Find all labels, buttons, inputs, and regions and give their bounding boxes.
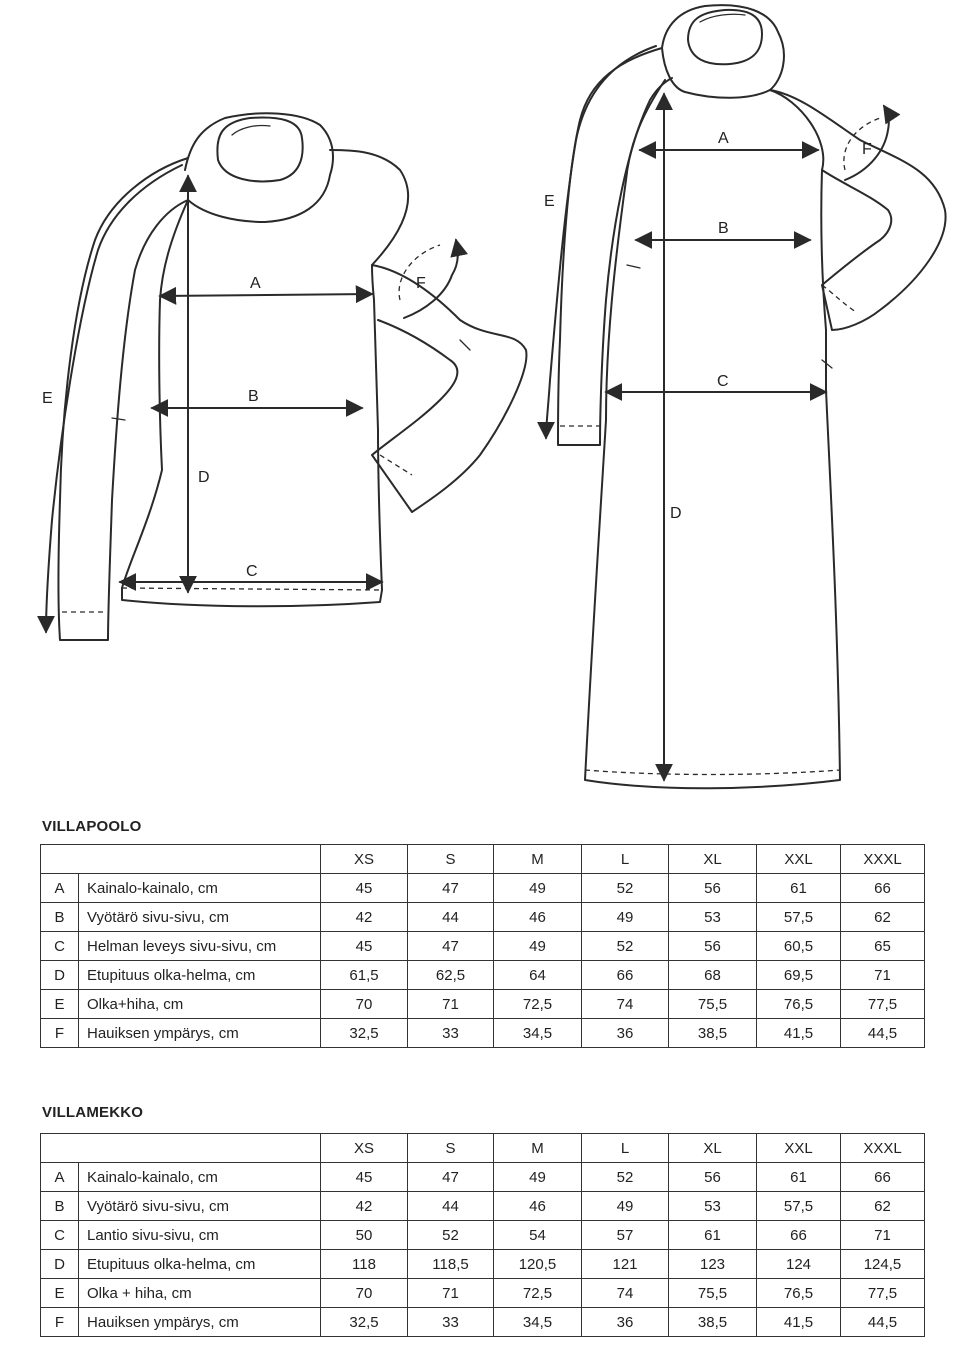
size-value-cell: 66 bbox=[841, 874, 925, 903]
size-value-cell: 66 bbox=[757, 1221, 841, 1250]
size-header: L bbox=[582, 845, 669, 874]
size-value-cell: 61 bbox=[757, 874, 841, 903]
row-label: Kainalo-kainalo, cm bbox=[79, 1163, 321, 1192]
row-label: Helman leveys sivu-sivu, cm bbox=[79, 932, 321, 961]
row-label: Lantio sivu-sivu, cm bbox=[79, 1221, 321, 1250]
size-value-cell: 47 bbox=[408, 1163, 494, 1192]
size-value-cell: 56 bbox=[669, 1163, 757, 1192]
size-value-cell: 45 bbox=[321, 874, 408, 903]
size-value-cell: 61 bbox=[669, 1221, 757, 1250]
size-value-cell: 41,5 bbox=[757, 1019, 841, 1048]
size-value-cell: 49 bbox=[494, 874, 582, 903]
size-value-cell: 42 bbox=[321, 1192, 408, 1221]
size-value-cell: 68 bbox=[669, 961, 757, 990]
size-value-cell: 124 bbox=[757, 1250, 841, 1279]
size-value-cell: 34,5 bbox=[494, 1019, 582, 1048]
table-row bbox=[41, 1250, 925, 1279]
size-value-cell: 62,5 bbox=[408, 961, 494, 990]
size-value-cell: 41,5 bbox=[757, 1308, 841, 1337]
size-value-cell: 46 bbox=[494, 903, 582, 932]
size-value-cell: 62 bbox=[841, 903, 925, 932]
size-value-cell: 118,5 bbox=[408, 1250, 494, 1279]
row-letter: A bbox=[41, 1163, 79, 1192]
table-row bbox=[41, 1019, 925, 1048]
row-label: Kainalo-kainalo, cm bbox=[79, 874, 321, 903]
table-row bbox=[41, 932, 925, 961]
row-letter: E bbox=[41, 1279, 79, 1308]
size-value-cell: 53 bbox=[669, 903, 757, 932]
villapoolo-title: VILLAPOOLO bbox=[42, 818, 142, 835]
size-header: XXL bbox=[757, 845, 841, 874]
size-value-cell: 38,5 bbox=[669, 1308, 757, 1337]
size-value-cell: 65 bbox=[841, 932, 925, 961]
size-value-cell: 64 bbox=[494, 961, 582, 990]
size-value-cell: 36 bbox=[582, 1019, 669, 1048]
size-value-cell: 33 bbox=[408, 1019, 494, 1048]
size-value-cell: 46 bbox=[494, 1192, 582, 1221]
size-value-cell: 69,5 bbox=[757, 961, 841, 990]
size-value-cell: 32,5 bbox=[321, 1019, 408, 1048]
size-value-cell: 49 bbox=[582, 903, 669, 932]
size-value-cell: 52 bbox=[582, 874, 669, 903]
size-value-cell: 77,5 bbox=[841, 990, 925, 1019]
size-value-cell: 53 bbox=[669, 1192, 757, 1221]
size-value-cell: 71 bbox=[841, 1221, 925, 1250]
sweater-label-c: C bbox=[246, 563, 258, 580]
row-letter: B bbox=[41, 903, 79, 932]
sweater-label-e: E bbox=[42, 390, 53, 407]
size-value-cell: 70 bbox=[321, 1279, 408, 1308]
size-value-cell: 42 bbox=[321, 903, 408, 932]
size-value-cell: 71 bbox=[408, 1279, 494, 1308]
table-row bbox=[41, 1221, 925, 1250]
size-value-cell: 45 bbox=[321, 932, 408, 961]
size-value-cell: 66 bbox=[582, 961, 669, 990]
row-letter: B bbox=[41, 1192, 79, 1221]
size-value-cell: 50 bbox=[321, 1221, 408, 1250]
size-header: XXXL bbox=[841, 1134, 925, 1163]
size-value-cell: 66 bbox=[841, 1163, 925, 1192]
table-header-row bbox=[41, 1134, 925, 1163]
size-value-cell: 44 bbox=[408, 1192, 494, 1221]
size-header: L bbox=[582, 1134, 669, 1163]
size-header: S bbox=[408, 845, 494, 874]
row-label: Hauiksen ympärys, cm bbox=[79, 1019, 321, 1048]
row-letter: C bbox=[41, 932, 79, 961]
size-value-cell: 118 bbox=[321, 1250, 408, 1279]
sweater-label-d: D bbox=[198, 469, 210, 486]
row-label: Olka + hiha, cm bbox=[79, 1279, 321, 1308]
size-value-cell: 57,5 bbox=[757, 903, 841, 932]
size-value-cell: 45 bbox=[321, 1163, 408, 1192]
size-value-cell: 49 bbox=[494, 1163, 582, 1192]
size-value-cell: 34,5 bbox=[494, 1308, 582, 1337]
size-value-cell: 49 bbox=[582, 1192, 669, 1221]
size-header: XS bbox=[321, 1134, 408, 1163]
size-value-cell: 72,5 bbox=[494, 990, 582, 1019]
dress-label-f: F bbox=[862, 141, 872, 158]
size-value-cell: 76,5 bbox=[757, 1279, 841, 1308]
row-label: Etupituus olka-helma, cm bbox=[79, 961, 321, 990]
size-value-cell: 62 bbox=[841, 1192, 925, 1221]
dress-drawing bbox=[544, 5, 946, 788]
sweater-label-b: B bbox=[248, 388, 259, 405]
size-value-cell: 60,5 bbox=[757, 932, 841, 961]
size-value-cell: 47 bbox=[408, 932, 494, 961]
size-value-cell: 32,5 bbox=[321, 1308, 408, 1337]
row-letter: F bbox=[41, 1019, 79, 1048]
size-value-cell: 36 bbox=[582, 1308, 669, 1337]
table-header-row bbox=[41, 845, 925, 874]
table-row bbox=[41, 990, 925, 1019]
size-value-cell: 70 bbox=[321, 990, 408, 1019]
row-label: Vyötärö sivu-sivu, cm bbox=[79, 903, 321, 932]
dress-label-b: B bbox=[718, 220, 729, 237]
size-value-cell: 74 bbox=[582, 1279, 669, 1308]
size-value-cell: 61,5 bbox=[321, 961, 408, 990]
size-value-cell: 76,5 bbox=[757, 990, 841, 1019]
size-value-cell: 57 bbox=[582, 1221, 669, 1250]
villapoolo-size-table bbox=[40, 844, 925, 1048]
size-header: M bbox=[494, 1134, 582, 1163]
size-value-cell: 120,5 bbox=[494, 1250, 582, 1279]
size-header: XS bbox=[321, 845, 408, 874]
size-value-cell: 121 bbox=[582, 1250, 669, 1279]
sweater-label-a: A bbox=[250, 275, 261, 292]
size-value-cell: 71 bbox=[408, 990, 494, 1019]
size-value-cell: 38,5 bbox=[669, 1019, 757, 1048]
row-letter: D bbox=[41, 1250, 79, 1279]
size-value-cell: 77,5 bbox=[841, 1279, 925, 1308]
size-value-cell: 47 bbox=[408, 874, 494, 903]
size-value-cell: 52 bbox=[582, 1163, 669, 1192]
size-value-cell: 33 bbox=[408, 1308, 494, 1337]
size-value-cell: 52 bbox=[582, 932, 669, 961]
dress-label-a: A bbox=[718, 130, 729, 147]
table-row bbox=[41, 1163, 925, 1192]
size-value-cell: 71 bbox=[841, 961, 925, 990]
size-value-cell: 44 bbox=[408, 903, 494, 932]
size-value-cell: 61 bbox=[757, 1163, 841, 1192]
size-value-cell: 75,5 bbox=[669, 1279, 757, 1308]
villamekko-size-table bbox=[40, 1133, 925, 1337]
size-value-cell: 44,5 bbox=[841, 1308, 925, 1337]
size-header: S bbox=[408, 1134, 494, 1163]
size-header: XXXL bbox=[841, 845, 925, 874]
dress-label-d: D bbox=[670, 505, 682, 522]
row-letter: C bbox=[41, 1221, 79, 1250]
row-label: Etupituus olka-helma, cm bbox=[79, 1250, 321, 1279]
row-label: Hauiksen ympärys, cm bbox=[79, 1308, 321, 1337]
dress-label-e: E bbox=[544, 193, 555, 210]
table-row bbox=[41, 903, 925, 932]
header-blank-cell bbox=[41, 845, 321, 874]
size-value-cell: 57,5 bbox=[757, 1192, 841, 1221]
size-value-cell: 49 bbox=[494, 932, 582, 961]
row-label: Olka+hiha, cm bbox=[79, 990, 321, 1019]
size-value-cell: 124,5 bbox=[841, 1250, 925, 1279]
size-value-cell: 54 bbox=[494, 1221, 582, 1250]
sweater-drawing bbox=[42, 113, 526, 640]
size-header: XL bbox=[669, 845, 757, 874]
size-value-cell: 72,5 bbox=[494, 1279, 582, 1308]
row-letter: D bbox=[41, 961, 79, 990]
header-blank-cell bbox=[41, 1134, 321, 1163]
size-value-cell: 123 bbox=[669, 1250, 757, 1279]
size-value-cell: 74 bbox=[582, 990, 669, 1019]
table-row bbox=[41, 1279, 925, 1308]
size-value-cell: 52 bbox=[408, 1221, 494, 1250]
table-row bbox=[41, 1192, 925, 1221]
row-letter: E bbox=[41, 990, 79, 1019]
size-value-cell: 56 bbox=[669, 932, 757, 961]
row-letter: A bbox=[41, 874, 79, 903]
size-header: XL bbox=[669, 1134, 757, 1163]
size-value-cell: 75,5 bbox=[669, 990, 757, 1019]
size-header: M bbox=[494, 845, 582, 874]
size-value-cell: 56 bbox=[669, 874, 757, 903]
size-value-cell: 44,5 bbox=[841, 1019, 925, 1048]
size-header: XXL bbox=[757, 1134, 841, 1163]
dress-label-c: C bbox=[717, 373, 729, 390]
sweater-label-f: F bbox=[416, 275, 426, 292]
table-row bbox=[41, 874, 925, 903]
table-row bbox=[41, 961, 925, 990]
row-letter: F bbox=[41, 1308, 79, 1337]
row-label: Vyötärö sivu-sivu, cm bbox=[79, 1192, 321, 1221]
table-row bbox=[41, 1308, 925, 1337]
villamekko-title: VILLAMEKKO bbox=[42, 1104, 144, 1121]
